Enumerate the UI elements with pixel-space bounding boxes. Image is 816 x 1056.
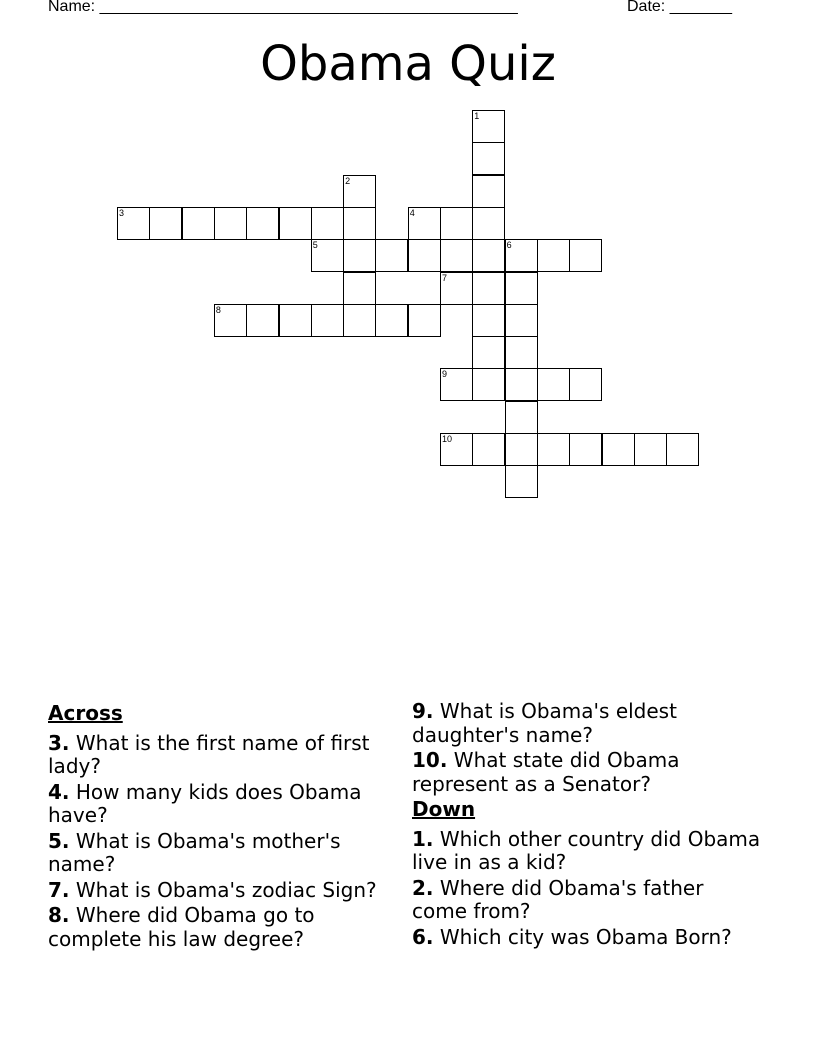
crossword-cell[interactable] — [343, 272, 376, 305]
crossword-cell[interactable] — [246, 304, 279, 337]
crossword-cell[interactable] — [440, 272, 473, 305]
across-clue — [48, 781, 398, 828]
date-line: Date: _______ — [627, 0, 732, 15]
crossword-cell[interactable] — [343, 175, 376, 208]
across-heading: Across — [48, 701, 123, 725]
clue-text: What state did Obama represent as a Senator? — [412, 748, 680, 796]
crossword-cell[interactable] — [472, 175, 505, 208]
crossword-cell[interactable] — [505, 239, 538, 272]
clue-number-label: 2 — [345, 175, 351, 186]
crossword-cell[interactable] — [602, 433, 635, 466]
crossword-cell[interactable] — [375, 304, 408, 337]
clue-text: Which other country did Obama live in as a kid? — [412, 826, 761, 874]
clue-text: What is Obama's mother's name? — [48, 828, 341, 876]
clue-number-label: 1 — [474, 111, 480, 121]
crossword-cell[interactable] — [343, 239, 376, 272]
clue-text: What is Obama's zodiac Sign? — [69, 877, 377, 902]
crossword-cell[interactable] — [569, 433, 602, 466]
crossword-cell[interactable] — [311, 239, 344, 272]
crossword-cell[interactable] — [505, 368, 538, 401]
clues-left-column — [48, 700, 398, 953]
crossword-cell[interactable] — [440, 368, 473, 401]
clue-number: 1. — [412, 826, 434, 851]
crossword-cell[interactable] — [279, 304, 312, 337]
crossword-cell[interactable] — [472, 336, 505, 369]
clue-text: How many kids does Obama have? — [48, 779, 362, 827]
crossword-cell[interactable] — [246, 207, 279, 240]
clue-number: 7. — [48, 877, 70, 902]
clue-number: 4. — [48, 779, 70, 804]
down-clue — [412, 877, 762, 924]
clue-number-label: 10 — [442, 434, 453, 444]
across-clue — [48, 830, 398, 877]
clue-number-label: 5 — [312, 240, 318, 251]
crossword-cell[interactable] — [182, 207, 215, 240]
crossword-cell[interactable] — [440, 207, 473, 240]
crossword-cell[interactable] — [214, 207, 247, 240]
clue-number: 5. — [48, 828, 70, 853]
crossword-cell[interactable] — [149, 207, 182, 240]
crossword-cell[interactable] — [472, 304, 505, 337]
crossword-cell[interactable] — [214, 304, 247, 337]
crossword-grid — [0, 0, 816, 520]
across-clue — [48, 904, 398, 951]
across-clue — [48, 879, 398, 903]
crossword-cell[interactable] — [505, 272, 538, 305]
crossword-cell[interactable] — [505, 304, 538, 337]
crossword-cell[interactable] — [472, 433, 505, 466]
down-clue — [412, 926, 762, 950]
crossword-cell[interactable] — [505, 433, 538, 466]
crossword-cell[interactable] — [505, 401, 538, 434]
crossword-cell[interactable] — [472, 368, 505, 401]
clue-text: Which city was Obama Born? — [433, 924, 732, 949]
name-line: Name: _______________________________________________ — [48, 0, 532, 15]
down-heading: Down — [412, 797, 476, 821]
crossword-cell[interactable] — [343, 207, 376, 240]
crossword-cell[interactable] — [505, 336, 538, 369]
clue-number-label: 9 — [442, 369, 448, 380]
crossword-cell[interactable] — [311, 304, 344, 337]
crossword-cell[interactable] — [472, 207, 505, 240]
crossword-cell[interactable] — [117, 207, 150, 240]
clue-number: 9. — [412, 699, 434, 723]
crossword-cell[interactable] — [472, 142, 505, 175]
clue-number: 8. — [48, 903, 70, 927]
crossword-cell[interactable] — [537, 433, 570, 466]
crossword-cell[interactable] — [440, 239, 473, 272]
clue-number-label: 7 — [442, 272, 448, 283]
clue-text: What is Obama's eldest daughter's name? — [412, 699, 677, 747]
crossword-cell[interactable] — [569, 239, 602, 272]
crossword-cell[interactable] — [408, 207, 441, 240]
crossword-cell[interactable] — [537, 368, 570, 401]
crossword-cell[interactable] — [408, 239, 441, 272]
page-title: Obama Quiz — [260, 36, 556, 92]
crossword-cell[interactable] — [472, 239, 505, 272]
clue-number-label: 6 — [506, 240, 512, 251]
clue-number: 10. — [412, 748, 448, 772]
down-clue — [412, 828, 762, 875]
crossword-cell[interactable] — [472, 272, 505, 305]
clues-right-column — [412, 700, 762, 951]
across-clue — [412, 700, 762, 747]
across-clue — [48, 732, 398, 779]
clue-number-label: 8 — [215, 304, 221, 315]
crossword-cell[interactable] — [537, 239, 570, 272]
crossword-cell[interactable] — [375, 239, 408, 272]
crossword-cell[interactable] — [634, 433, 667, 466]
clue-number-label: 4 — [409, 207, 415, 218]
crossword-cell[interactable] — [408, 304, 441, 337]
clue-number: 6. — [412, 924, 434, 949]
clue-text: Where did Obama's father come from? — [412, 875, 704, 923]
crossword-cell[interactable] — [343, 304, 376, 337]
clue-number: 3. — [48, 730, 70, 755]
clue-number: 2. — [412, 875, 434, 900]
crossword-cell[interactable] — [472, 110, 505, 143]
crossword-cell[interactable] — [311, 207, 344, 240]
crossword-cell[interactable] — [505, 465, 538, 498]
clue-number-label: 3 — [119, 207, 125, 218]
across-clue — [412, 749, 762, 796]
crossword-cell[interactable] — [569, 368, 602, 401]
crossword-cell[interactable] — [279, 207, 312, 240]
clue-text: Where did Obama go to complete his law degree? — [48, 903, 315, 951]
crossword-cell[interactable] — [666, 433, 699, 466]
crossword-cell[interactable] — [440, 433, 473, 466]
clue-text: What is the first name of first lady? — [48, 730, 370, 778]
